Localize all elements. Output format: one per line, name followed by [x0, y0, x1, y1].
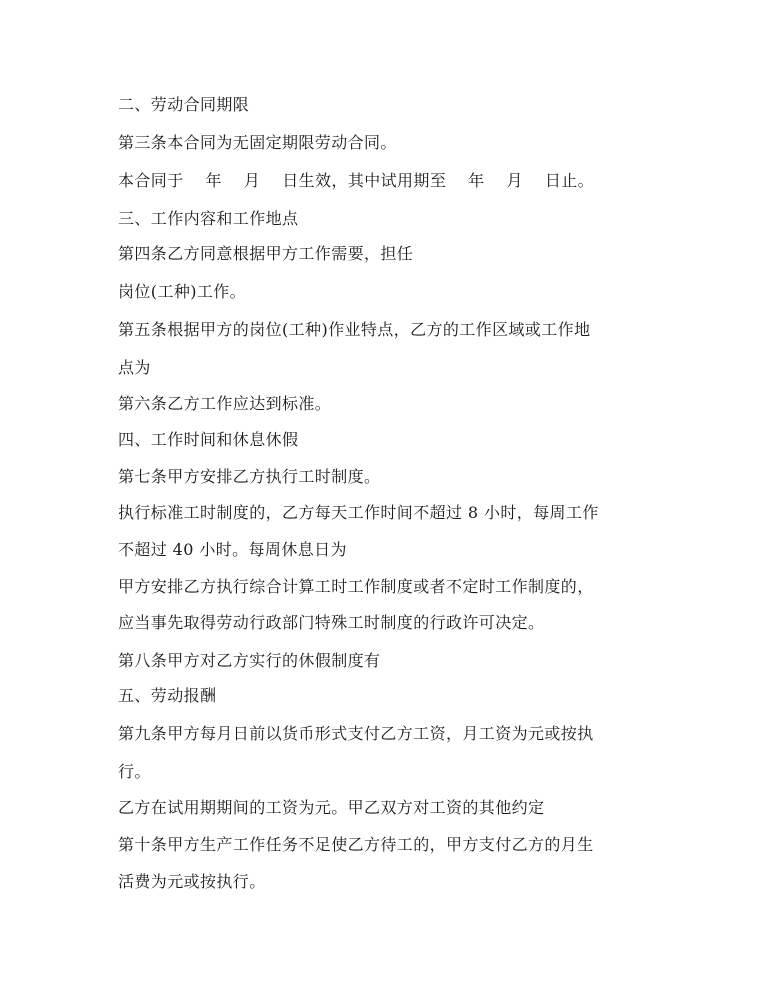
standard-hours-line-2: 不超过 40 小时。每周休息日为 [118, 540, 347, 559]
clause-8: 第八条甲方对乙方实行的休假制度有 [118, 651, 381, 670]
special-hours-line-1: 甲方安排乙方执行综合计算工时工作制度或者不定时工作制度的， [118, 577, 594, 596]
clause-10-line-1: 第十条甲方生产工作任务不足使乙方待工的，甲方支付乙方的月生 [118, 835, 594, 854]
clause-5-line-1: 第五条根据甲方的岗位(工种)作业特点，乙方的工作区域或工作地 [118, 320, 591, 339]
section-heading-contract-term: 二、劳动合同期限 [118, 95, 250, 114]
section-heading-work-time: 四、工作时间和休息休假 [118, 430, 299, 449]
probation-wage: 乙方在试用期期间的工资为元。甲乙双方对工资的其他约定 [118, 798, 545, 817]
clause-9-line-1: 第九条甲方每月日前以货币形式支付乙方工资，月工资为元或按执 [118, 724, 594, 743]
clause-effective-dates: 本合同于 年 月 日生效，其中试用期至 年 月 日止。 [118, 171, 595, 190]
standard-hours-line-1: 执行标准工时制度的，乙方每天工作时间不超过 8 小时，每周工作 [118, 503, 599, 522]
section-heading-remuneration: 五、劳动报酬 [118, 686, 217, 705]
special-hours-line-2: 应当事先取得劳动行政部门特殊工时制度的行政许可决定。 [118, 613, 545, 632]
clause-10-line-2: 活费为元或按执行。 [118, 872, 266, 891]
clause-4-line-2: 岗位(工种)工作。 [118, 282, 247, 301]
clause-7: 第七条甲方安排乙方执行工时制度。 [118, 467, 381, 486]
section-heading-work-content: 三、工作内容和工作地点 [118, 209, 299, 228]
clause-5-line-2: 点为 [118, 358, 151, 377]
clause-6: 第六条乙方工作应达到标准。 [118, 394, 332, 413]
clause-4-line-1: 第四条乙方同意根据甲方工作需要，担任 [118, 244, 414, 263]
clause-9-line-2: 行。 [118, 762, 151, 781]
clause-3: 第三条本合同为无固定期限劳动合同。 [118, 133, 397, 152]
